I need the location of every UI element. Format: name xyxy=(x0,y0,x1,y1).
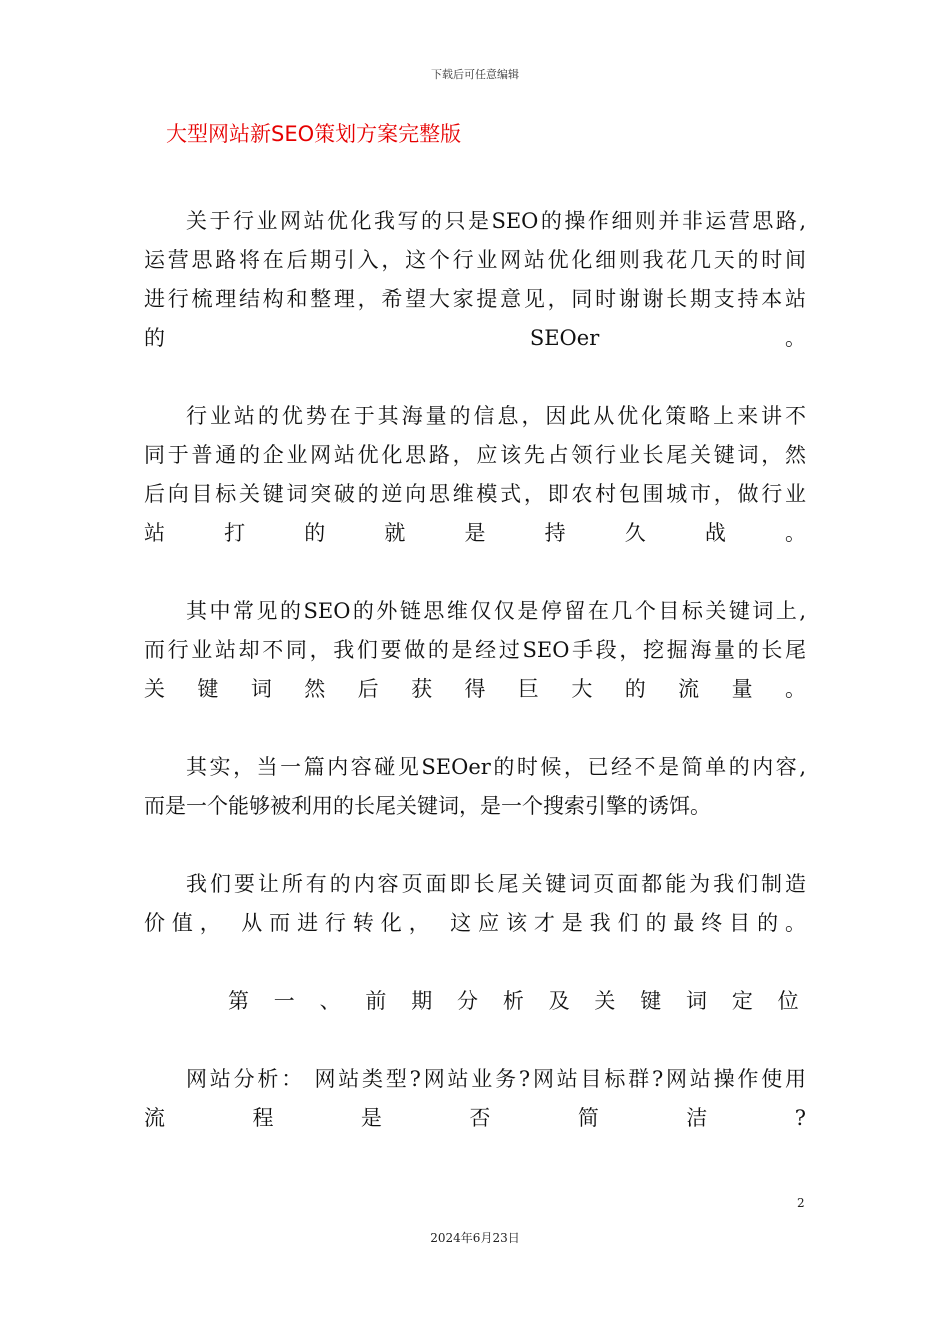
document-body xyxy=(144,202,806,1177)
page-footer xyxy=(0,1229,950,1246)
paragraph-advantage xyxy=(144,397,806,553)
paragraph-line: 站 打 的 就 是 持 久 战 。 xyxy=(144,521,806,545)
paragraph-line: 的 SEOer 。 xyxy=(144,326,806,350)
document-title: 大型网站新SEO策划方案完整版 xyxy=(166,122,462,146)
header-text: 下载后可任意编辑 xyxy=(431,68,519,81)
paragraph-site-analysis xyxy=(144,1060,806,1138)
footer-date: 2024年6月23日 xyxy=(430,1231,520,1245)
paragraph-line: 后向目标关键词突破的逆向思维模式，即农村包围城市，做行业 xyxy=(144,482,806,506)
paragraph-line: 其实，当一篇内容碰见SEOer的时候，已经不是简单的内容, xyxy=(186,755,806,779)
paragraph-line: 其中常见的SEO的外链思维仅仅是停留在几个目标关键词上, xyxy=(186,599,806,623)
paragraph-line: 我们要让所有的内容页面即长尾关键词页面都能为我们制造 xyxy=(186,872,806,896)
paragraph-line: 关 键 词 然 后 获 得 巨 大 的 流 量 。 xyxy=(144,677,806,701)
paragraph-line: 运营思路将在后期引入，这个行业网站优化细则我花几天的时间 xyxy=(144,248,806,272)
paragraph-line: 而是一个能够被利用的长尾关键词，是一个搜索引擎的诱饵。 xyxy=(144,794,711,818)
paragraph-line: 关于行业网站优化我写的只是SEO的操作细则并非运营思路, xyxy=(186,209,806,233)
paragraph-content-bait xyxy=(144,748,806,826)
paragraph-goal xyxy=(144,865,806,943)
paragraph-line: 同于普通的企业网站优化思路，应该先占领行业长尾关键词，然 xyxy=(144,443,806,467)
page-number: 2 xyxy=(797,1196,805,1210)
paragraph-line: 行业站的优势在于其海量的信息，因此从优化策略上来讲不 xyxy=(186,404,806,428)
paragraph-line: 价值， 从而进行转化， 这应该才是我们的最终目的。 xyxy=(144,911,806,935)
page-header xyxy=(0,66,950,82)
paragraph-line: 网站分析： 网站类型?网站业务?网站目标群?网站操作使用 xyxy=(186,1067,806,1091)
paragraph-external-links xyxy=(144,592,806,709)
paragraph-line: 流 程 是 否 简 洁 ? xyxy=(144,1106,806,1130)
paragraph-intro xyxy=(144,202,806,358)
paragraph-line: 而行业站却不同，我们要做的是经过SEO手段，挖掘海量的长尾 xyxy=(144,638,806,662)
section-heading: 第 一 、 前 期 分 析 及 关 键 词 定 位 xyxy=(228,989,806,1013)
paragraph-line: 进行梳理结构和整理，希望大家提意见，同时谢谢长期支持本站 xyxy=(144,287,806,311)
